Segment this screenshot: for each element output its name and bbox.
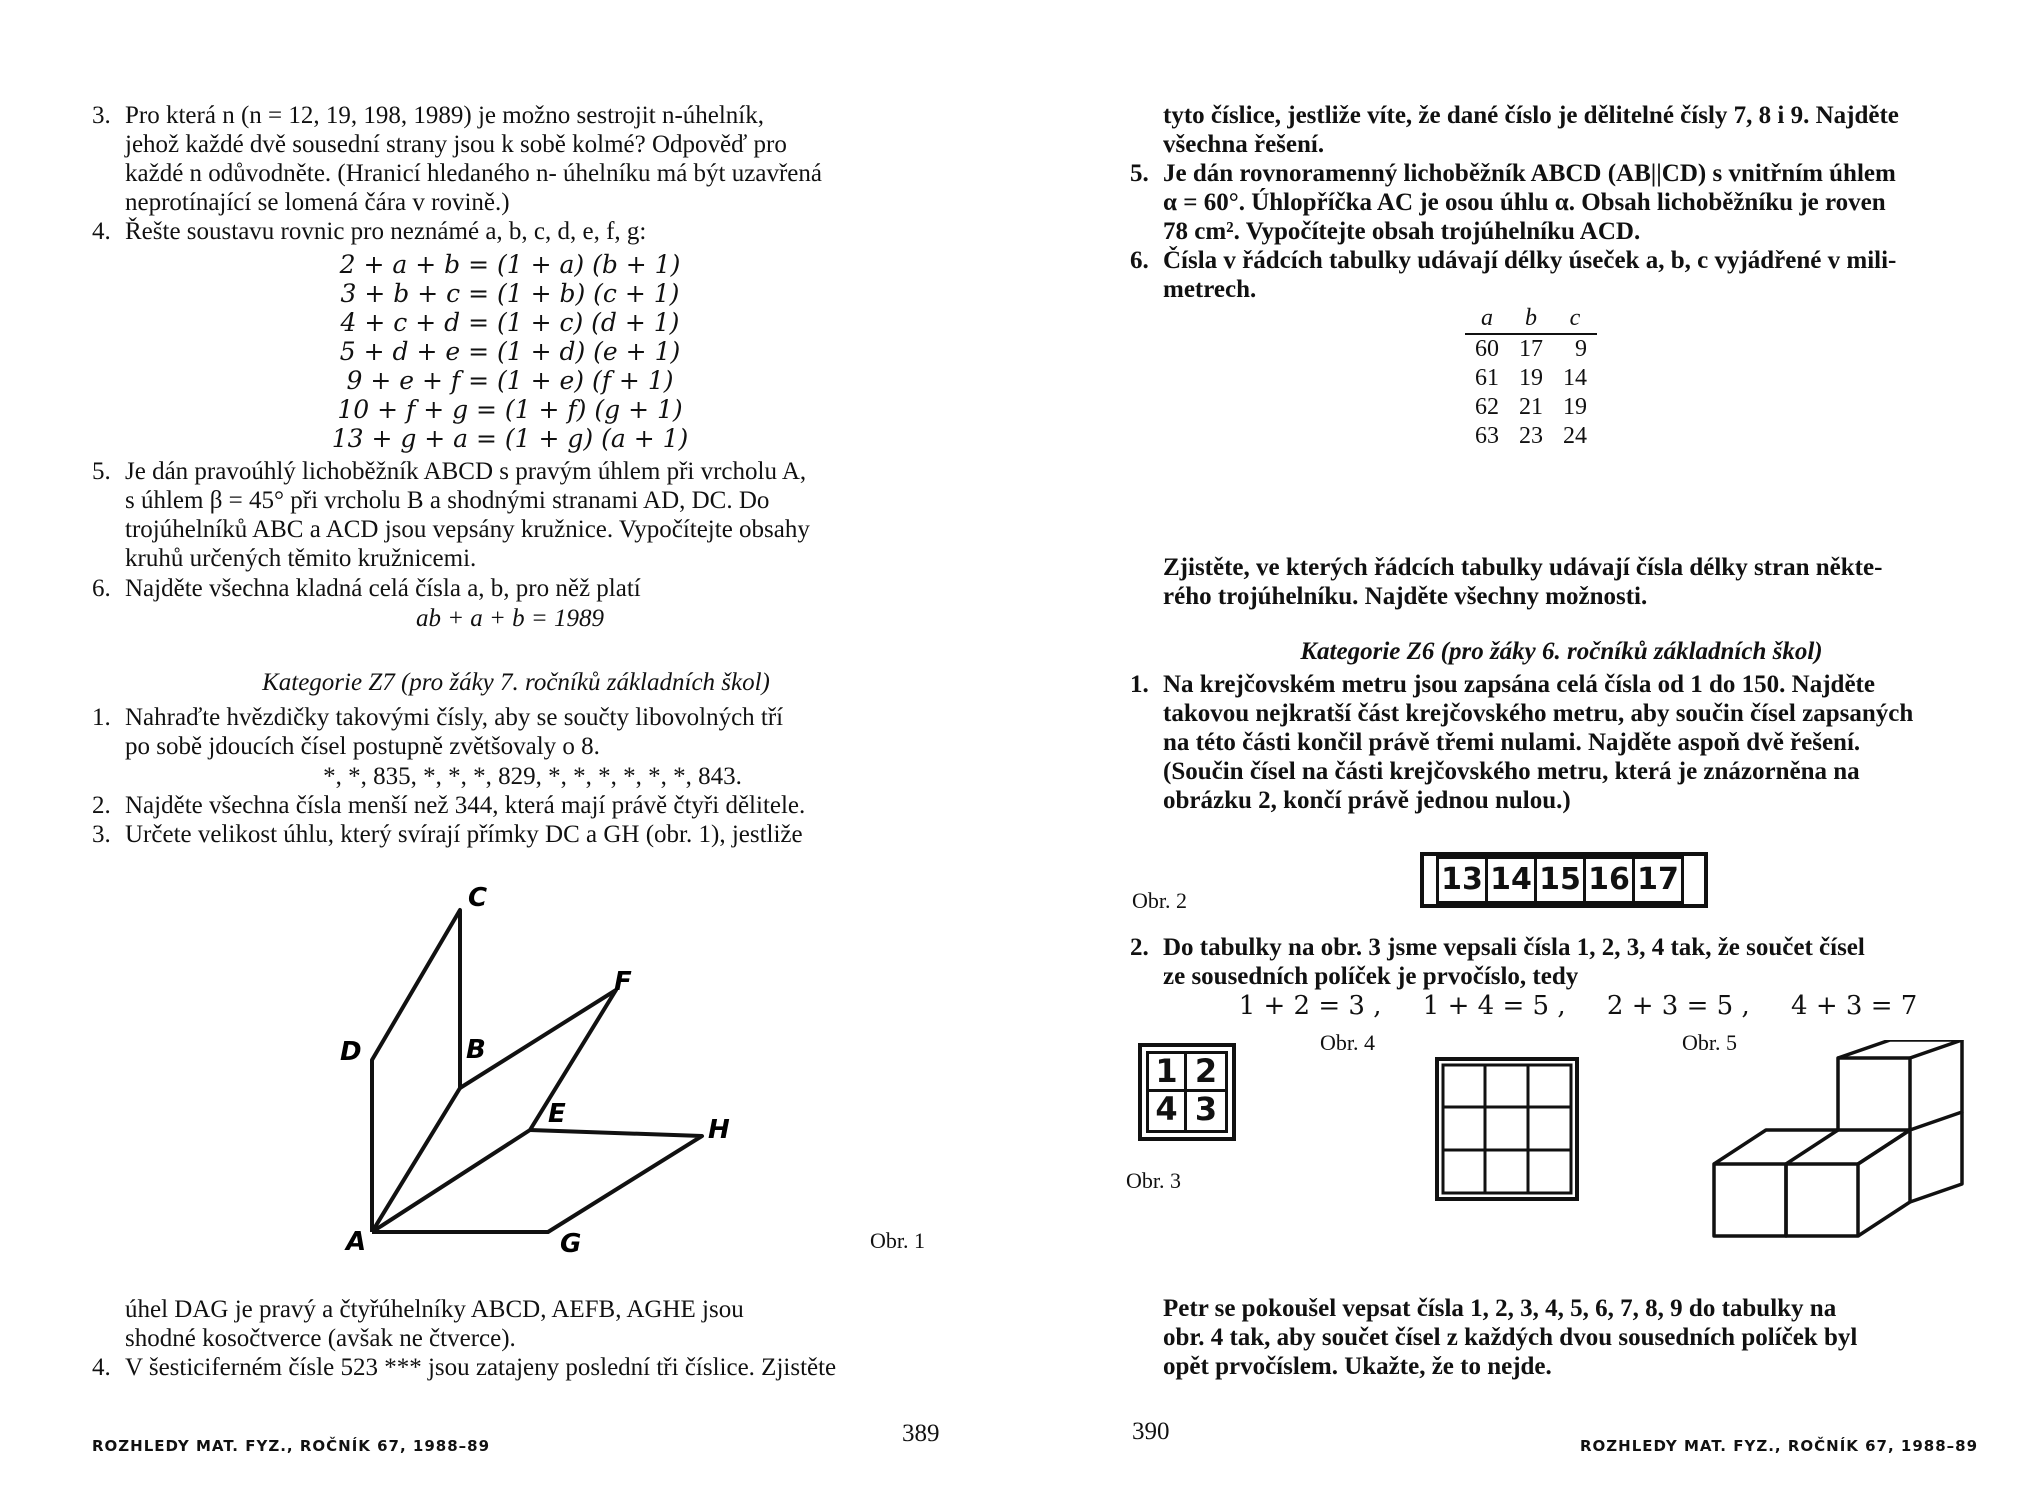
- table-cell: 19: [1519, 365, 1543, 391]
- problem-6-line: metrech.: [1163, 276, 1257, 303]
- page-number: 389: [902, 1420, 940, 1447]
- problem-5-line: s úhlem β = 45° při vrcholu B a shodnými stranami AD, DC. Do: [125, 487, 770, 514]
- category-heading: Kategorie Z7 (pro žáky 7. ročníků základních škol): [262, 669, 770, 696]
- table-header-row: [1465, 304, 1597, 334]
- problem-5-line: kruhů určených těmito kružnicemi.: [125, 545, 477, 572]
- equation: 13 + g + a = (1 + g) (a + 1): [331, 424, 689, 453]
- problem-5-text: [125, 457, 940, 573]
- question-line: Zjistěte, ve kterých řádcích tabulky udávají čísla délky stran někte-: [1163, 554, 1883, 581]
- final-line: opět prvočíslem. Ukažte, že to nejde.: [1163, 1353, 1552, 1380]
- problem-5-line: α = 60°. Úhlopříčka AC je osou úhlu α. Obsah lichoběžníku je roven: [1163, 189, 1886, 216]
- label-a: A: [346, 1227, 367, 1257]
- problem-5-line: trojúhelníků ABC a ACD jsou vepsány kružnice. Vypočítejte obsahy: [125, 516, 810, 543]
- figure-5-cubes: [1710, 1040, 2000, 1240]
- z6-problem-1-line: (Součin čísel na části krejčovského metru, která je znázorněna na: [1163, 758, 1860, 785]
- column-header: c: [1553, 304, 1597, 334]
- table-cell: 19: [1563, 394, 1587, 420]
- problem-5-number: 5.: [92, 458, 111, 485]
- table-cell: 62: [1475, 394, 1499, 420]
- table-row: [1465, 393, 1597, 422]
- continued-line: všechna řešení.: [1163, 131, 1325, 158]
- z7-problem-3-text: Určete velikost úhlu, který svírají přímky DC a GH (obr. 1), jestliže: [125, 821, 803, 848]
- figure-4-grid: [1434, 1056, 1584, 1206]
- z6-problem-1-line: Na krejčovském metru jsou zapsána celá čísla od 1 do 150. Najděte: [1163, 671, 1875, 698]
- table-cell: 63: [1475, 423, 1499, 449]
- problem-6-text: Najděte všechna kladná celá čísla a, b, pro něž platí: [125, 575, 641, 602]
- z6-problem-1-line: obrázku 2, končí právě jednou nulou.): [1163, 787, 1571, 814]
- grid-cell: 4: [1146, 1092, 1187, 1133]
- z7-problem-4-text: V šesticiferném čísle 523 *** jsou zatajeny poslední tři číslice. Zjistěte: [125, 1354, 837, 1381]
- problem-5-line: Je dán rovnoramenný lichoběžník ABCD (AB||CD) s vnitřním úhlem: [1163, 160, 1896, 187]
- z7-problem-1-text: [125, 703, 940, 761]
- label-b: B: [466, 1035, 486, 1065]
- figure-1-caption: Obr. 1: [870, 1228, 925, 1253]
- z6-problem-2-line: ze sousedních políček je prvočíslo, tedy: [1163, 963, 1579, 990]
- continued-problem-text: [1163, 101, 1993, 159]
- page-number: 390: [1132, 1418, 1170, 1445]
- continuation-line: shodné kosočtverce (avšak ne čtverce).: [125, 1325, 516, 1352]
- problem-3-line: jehož každé dvě sousední strany jsou k sobě kolmé? Odpověď pro: [125, 131, 787, 158]
- z7-problem-1-number: 1.: [92, 704, 111, 731]
- figure-2-tape: [1420, 852, 1708, 908]
- table-cell: 21: [1519, 394, 1543, 420]
- label-g: G: [560, 1229, 582, 1259]
- equation: 9 + e + f = (1 + e) (f + 1): [346, 366, 674, 395]
- table-cell: 9: [1575, 336, 1587, 362]
- table-cell: 60: [1475, 336, 1499, 362]
- column-header: b: [1509, 304, 1553, 334]
- footer-journal: ROZHLEDY MAT. FYZ., ROČNÍK 67, 1988–89: [1580, 1437, 1979, 1455]
- problem-5-number: 5.: [1130, 160, 1149, 187]
- table-cell: 14: [1563, 365, 1587, 391]
- z6-problem-2-line: Do tabulky na obr. 3 jsme vepsali čísla 1, 2, 3, 4 tak, že součet čísel: [1163, 934, 1865, 961]
- label-c: C: [468, 883, 488, 913]
- problem-3-number: 3.: [92, 102, 111, 129]
- z7-problem-1-sequence: *, *, 835, *, *, *, 829, *, *, *, *, *, *, 843.: [323, 763, 742, 790]
- z7-problem-1-line: po sobě jdoucích čísel postupně zvětšovaly o 8.: [125, 733, 600, 760]
- label-h: H: [708, 1115, 730, 1145]
- problem-6-line: Čísla v řádcích tabulky udávají délky úseček a, b, c vyjádřené v mili-: [1163, 247, 1897, 274]
- table-cell: 61: [1475, 365, 1499, 391]
- z6-problem-1-text: [1163, 670, 1993, 815]
- prime-sums: 1 + 2 = 3 , 1 + 4 = 5 , 2 + 3 = 5 , 4 + 3 = 7: [1238, 991, 1918, 1021]
- label-f: F: [614, 967, 632, 997]
- final-problem-text: [1163, 1294, 1993, 1381]
- table-cell: 24: [1563, 423, 1587, 449]
- grid-cell: 1: [1146, 1051, 1187, 1092]
- figure-3-caption: Obr. 3: [1126, 1168, 1181, 1193]
- problem-5-text: [1163, 159, 1993, 246]
- final-line: Petr se pokoušel vepsat čísla 1, 2, 3, 4, 5, 6, 7, 8, 9 do tabulky na: [1163, 1295, 1837, 1322]
- problem-4-text: Řešte soustavu rovnic pro neznámé a, b, c, d, e, f, g:: [125, 218, 647, 245]
- right-page: [1020, 0, 2040, 1501]
- z7-problem-1-line: Nahraďte hvězdičky takovými čísly, aby se součty libovolných tří: [125, 704, 784, 731]
- category-heading: Kategorie Z6 (pro žáky 6. ročníků základních škol): [1300, 638, 1823, 665]
- problem-6-equation: ab + a + b = 1989: [415, 605, 605, 632]
- figure-3-grid: [1138, 1043, 1236, 1141]
- final-line: obr. 4 tak, aby součet čísel z každých dvou sousedních políček byl: [1163, 1324, 1858, 1351]
- figure-5-caption: Obr. 5: [1682, 1030, 1737, 1055]
- rhombus-aefb: [372, 990, 616, 1232]
- grid-cell: 3: [1187, 1092, 1228, 1133]
- tape-cell: 13: [1436, 856, 1488, 904]
- problem-3-text: [125, 101, 940, 217]
- table-row: [1465, 334, 1597, 364]
- equation: 10 + f + g = (1 + f) (g + 1): [337, 395, 683, 424]
- z6-problem-1-line: takovou nejkratší část krejčovského metru, aby součin čísel zapsaných: [1163, 700, 1914, 727]
- problem-4-number: 4.: [92, 218, 111, 245]
- z7-problem-2-text: Najděte všechna čísla menší než 344, která mají právě čtyři dělitele.: [125, 792, 806, 819]
- z6-problem-2-text: [1163, 933, 1993, 991]
- lengths-table: [1465, 304, 1597, 451]
- z6-problem-1-line: na této části končil právě třemi nulami. Najděte aspoň dvě řešení.: [1163, 729, 1861, 756]
- table-row: [1465, 422, 1597, 451]
- equation: 3 + b + c = (1 + b) (c + 1): [340, 279, 680, 308]
- figure-1-rhombi: [320, 880, 740, 1260]
- tape-cell: 15: [1537, 856, 1586, 904]
- equation: 2 + a + b = (1 + a) (b + 1): [339, 250, 681, 279]
- equation: 5 + d + e = (1 + d) (e + 1): [339, 337, 681, 366]
- equation: 4 + c + d = (1 + c) (d + 1): [340, 308, 680, 337]
- z6-problem-1-number: 1.: [1130, 671, 1149, 698]
- problem-6-number: 6.: [1130, 247, 1149, 274]
- figure-2-caption: Obr. 2: [1132, 888, 1187, 913]
- continued-line: tyto číslice, jestliže víte, že dané číslo je dělitelné čísly 7, 8 i 9. Najděte: [1163, 102, 1899, 129]
- grid-cell: 2: [1187, 1051, 1228, 1092]
- problem-5-line: Je dán pravoúhlý lichoběžník ABCD s pravým úhlem při vrcholu A,: [125, 458, 807, 485]
- table-cell: 17: [1519, 336, 1543, 362]
- tape-cell: 14: [1488, 856, 1537, 904]
- problem-3-line: Pro která n (n = 12, 19, 198, 1989) je možno sestrojit n-úhelník,: [125, 102, 765, 129]
- figure-4-caption: Obr. 4: [1320, 1030, 1375, 1055]
- label-d: D: [340, 1037, 362, 1067]
- problem-6-number: 6.: [92, 575, 111, 602]
- z7-problem-4-number: 4.: [92, 1354, 111, 1381]
- figure-1-continuation: [125, 1295, 940, 1353]
- tape-cell: 17: [1635, 856, 1684, 904]
- tape-cells: [1436, 856, 1684, 904]
- question-line: rého trojúhelníku. Najděte všechny možnosti.: [1163, 583, 1648, 610]
- column-header: a: [1465, 304, 1509, 334]
- z6-problem-2-number: 2.: [1130, 934, 1149, 961]
- continuation-line: úhel DAG je pravý a čtyřúhelníky ABCD, AEFB, AGHE jsou: [125, 1296, 744, 1323]
- label-e: E: [548, 1099, 566, 1129]
- z7-problem-3-number: 3.: [92, 821, 111, 848]
- table-row: [1465, 364, 1597, 393]
- problem-3-line: neprotínající se lomená čára v rovině.): [125, 189, 510, 216]
- footer-journal: ROZHLEDY MAT. FYZ., ROČNÍK 67, 1988–89: [92, 1437, 491, 1455]
- figure-3-inner: [1146, 1051, 1228, 1133]
- problem-6-question: [1163, 553, 1993, 611]
- problem-5-line: 78 cm². Vypočítejte obsah trojúhelníku ACD.: [1163, 218, 1641, 245]
- problem-3-line: každé n odůvodněte. (Hranicí hledaného n- úhelníku má být uzavřená: [125, 160, 822, 187]
- problem-6-text: [1163, 246, 1993, 304]
- tape-cell: 16: [1586, 856, 1635, 904]
- rhombus-aghe: [372, 1130, 702, 1232]
- table-cell: 23: [1519, 423, 1543, 449]
- z7-problem-2-number: 2.: [92, 792, 111, 819]
